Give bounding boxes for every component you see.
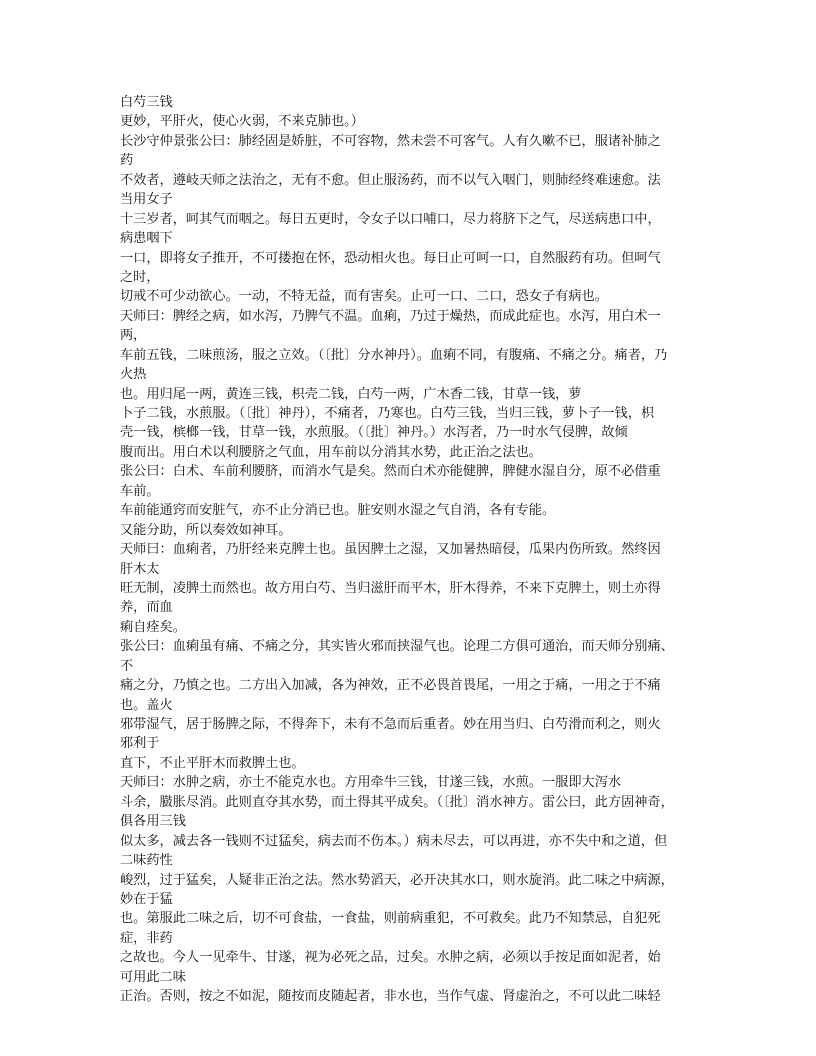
text-line: 更妙，平肝火，使心火弱，不来克肺也。） [120, 114, 364, 130]
text-line: 可用此二味 [120, 969, 186, 985]
text-line: 之故也。今人一见牵牛、甘遂，视为必死之品，过矣。水肿之病，必须以手按足面如泥者，始 [120, 950, 661, 966]
text-line: 症，非药 [120, 930, 173, 946]
text-line: 正治。否则，按之不如泥，随按而皮随起者，非水也，当作气虚、肾虚治之，不可以此二味轻 [120, 989, 661, 1005]
text-line: 病患咽下 [120, 231, 173, 247]
text-line: 痢自痊矣。 [120, 619, 186, 635]
text-line: 斗余，臌胀尽消。此则直夺其水势，而土得其平成矣。（〔批〕消水神方。雷公曰，此方固神奇， [120, 794, 674, 810]
text-line: 车前。 [120, 483, 160, 499]
text-line: 壳一钱，槟榔一钱，甘草一钱，水煎服。（〔批〕神丹。）水泻者，乃一时水气侵脾，故倾 [120, 425, 628, 441]
text-line: 二味药性 [120, 853, 173, 869]
text-line: 邪利于 [120, 736, 160, 752]
text-line: 邪带湿气，居于肠脾之际，不得奔下，未有不急而后重者。妙在用当归、白芍滑而利之，则火 [120, 717, 661, 732]
text-line: 养，而血 [120, 600, 173, 616]
text-line: 卜子二钱，水煎服。（〔批〕神丹），不痛者，乃寒也。白芍三钱，当归三钱，萝卜子一钱，枳 [120, 406, 655, 421]
text-line: 张公曰：血痢虽有痛、不痛之分，其实皆火邪而挟湿气也。论理二方俱可通治，而天师分别痛、 [120, 639, 674, 655]
text-line: 火热 [120, 367, 147, 383]
text-line: 车前能通窍而安脏气，亦不止分消已也。脏安则水湿之气自消，各有专能。 [120, 503, 556, 519]
text-line: 也。第服此二味之后，切不可食盐，一食盐，则前病重犯，不可救矣。此乃不知禁忌，自犯死 [120, 911, 661, 927]
text-line: 药 [120, 153, 134, 169]
text-line: 天师曰：水肿之病，亦土不能克水也。方用牵牛三钱，甘遂三钱，水煎。一服即大泻水 [120, 775, 622, 791]
text-line: 不效者，遵岐天师之法治之，无有不愈。但止服汤药，而不以气入咽门，则肺经终难速愈。法 [120, 172, 661, 188]
text-line: 车前五钱，二味煎汤，服之立效。（〔批〕分水神丹）。血痢不同，有腹痛、不痛之分。痛者，乃 [120, 347, 668, 363]
text-line: 不 [120, 658, 134, 674]
text-line: 旺无制，凌脾土而然也。故方用白芍、当归滋肝而平木，肝木得养，不来下克脾土，则土亦得 [120, 580, 661, 596]
text-line: 之时， [120, 269, 160, 285]
text-line: 张公曰：白术、车前利腰脐，而消水气是矣。然而白术亦能健脾，脾健水湿自分，原不必借重 [120, 464, 661, 480]
text-line: 十三岁者，呵其气而咽之。每日五更时，令女子以口哺口，尽力将脐下之气，尽送病患口中， [120, 211, 661, 227]
text-line: 一口，即将女子推开，不可搂抱在怀，恐动相火也。每日止可呵一口，自然服药有功。但呵气 [120, 250, 661, 266]
document-page [120, 93, 702, 1007]
text-line: 直下，不止平肝木而救脾土也。 [120, 755, 305, 771]
text-line: 两， [120, 328, 147, 344]
text-line: 当用女子 [120, 192, 173, 208]
text-line: 又能分助，所以奏效如神耳。 [120, 522, 292, 538]
text-line: 腹而出。用白术以利腰脐之气血，用车前以分消其水势，此正治之法也。 [120, 444, 542, 460]
text-line: 也。用归尾一两，黄连三钱，枳壳二钱，白芍一两，广木香二钱，甘草一钱，萝 [120, 386, 582, 402]
text-line: 峻烈，过于猛矣，人疑非正治之法。然水势滔天，必开决其水口，则水旋消。此二味之中病源， [120, 872, 674, 888]
text-line: 长沙守仲景张公曰：肺经固是娇脏，不可容物，然未尝不可客气。人有久嗽不已，服诸补肺之 [120, 133, 661, 149]
text-line: 肝木太 [120, 561, 160, 577]
text-line: 白芍三钱 [120, 95, 173, 110]
text-line: 似太多，减去各一钱则不过猛矣，病去而不伤本。）病未尽去，可以再进，亦不失中和之道，但 [120, 833, 668, 849]
text-line: 切戒不可少动欲心。一动，不特无益，而有害矣。止可一口、二口，恐女子有病也。 [120, 289, 608, 305]
text-line: 也。盖火 [120, 697, 173, 713]
text-line: 痛之分，乃慎之也。二方出入加减，各为神效，正不必畏首畏尾，一用之于痛，一用之于不痛 [120, 678, 661, 694]
text-line: 天师曰：脾经之病，如水泻，乃脾气不温。血痢，乃过于燥热，而成此症也。水泻，用白术一 [120, 308, 661, 324]
text-line: 妙在于猛 [120, 891, 173, 907]
text-line: 俱各用三钱 [120, 814, 186, 830]
text-line: 天师曰：血痢者，乃肝经来克脾土也。虽因脾土之湿，又加暑热暗侵，瓜果内伤所致。然终因 [120, 542, 661, 558]
